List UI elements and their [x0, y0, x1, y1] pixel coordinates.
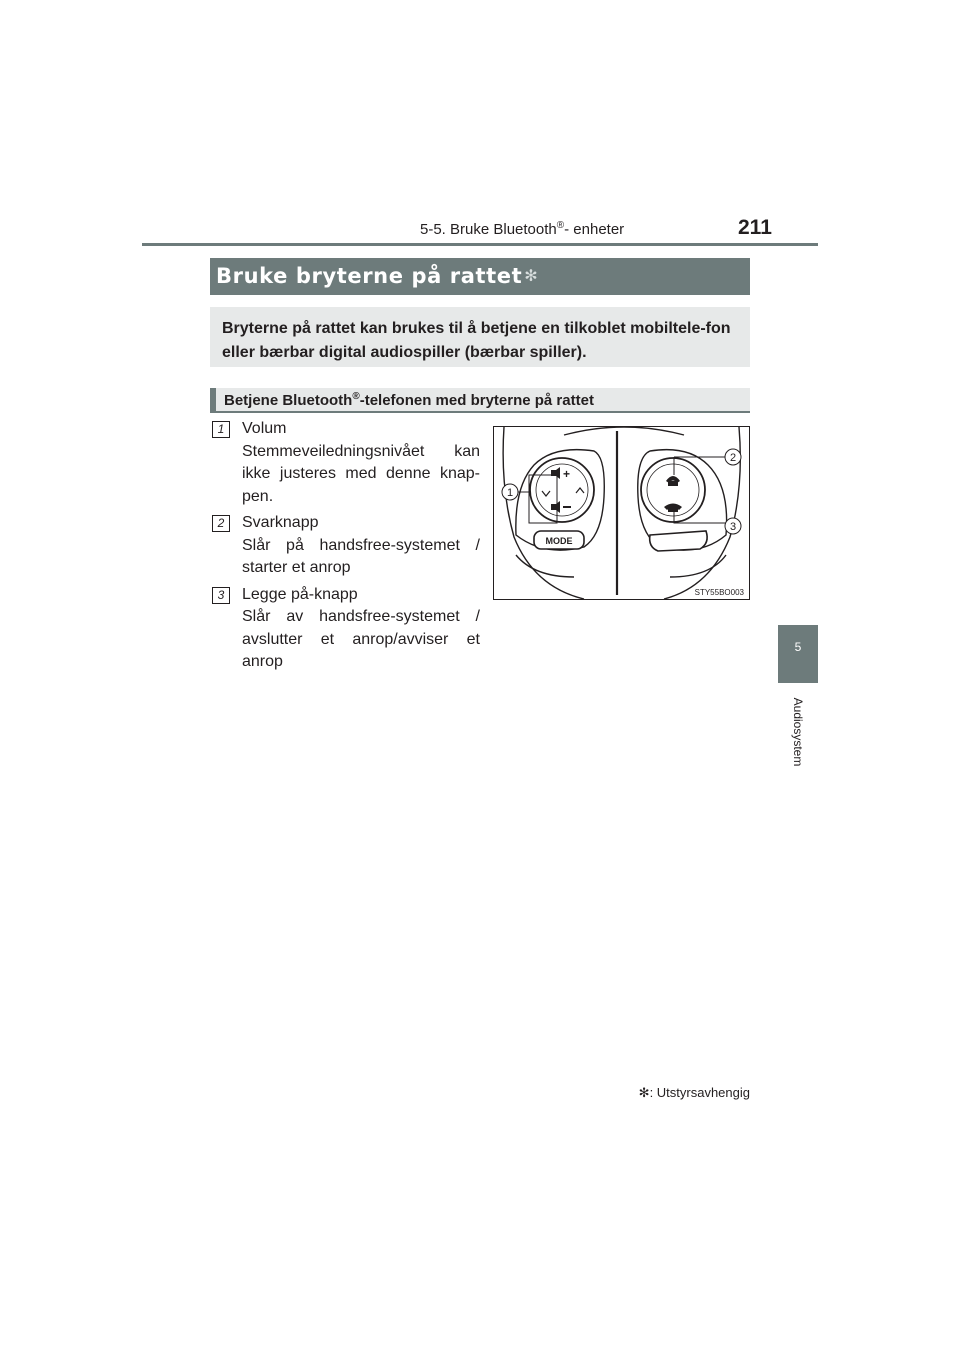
section-title: Bruke bryterne på rattet [216, 264, 523, 288]
list-item [210, 418, 480, 508]
item-title: Legge på-knapp [242, 585, 358, 603]
chapter-label: Audiosystem [791, 697, 805, 767]
item-number: 1 [212, 421, 230, 438]
list-item [210, 512, 480, 580]
item-title: Volum [242, 420, 287, 437]
steering-wheel-drawing [494, 427, 749, 599]
item-description: Slår på handsfree-systemet / starter et anrop [242, 536, 480, 576]
item-description: Stemmeveiledningsnivået kan ikke justeres med denne knap-pen. [242, 442, 480, 505]
header-section-prefix: 5-5. Bruke Bluetooth [420, 221, 557, 238]
svg-text:+: + [563, 467, 571, 481]
star-icon: ✻ [524, 266, 539, 285]
callout-1-label: 1 [506, 487, 514, 499]
star-icon: ✻ [638, 1085, 650, 1100]
registered-mark: ® [556, 220, 565, 231]
item-number: 2 [212, 515, 230, 532]
left-switch-outer [530, 458, 594, 522]
callout-2-label: 2 [729, 452, 737, 464]
mode-button-label: MODE [545, 536, 573, 546]
footnote-text: : Utstyrsavhengig [649, 1085, 750, 1100]
subsection-title-bar [210, 388, 750, 413]
section-title-bar [210, 258, 750, 295]
header-section-suffix: - enheter [564, 221, 625, 238]
page-number: 211 [738, 216, 772, 239]
list-item [210, 584, 480, 674]
figure-code: STY55BO003 [694, 588, 744, 597]
right-switch-outer [641, 458, 705, 522]
hub-top [564, 427, 684, 435]
callout-3-label: 3 [729, 521, 737, 533]
chapter-tab[interactable]: 5 [778, 625, 818, 683]
header-rule [142, 243, 818, 246]
item-title: Svarknapp [242, 514, 319, 531]
item-description: Slår av handsfree-systemet / avslutter et anrop/avviser et anrop [242, 608, 480, 670]
hub-bottom-right [670, 555, 726, 577]
footnote [610, 1085, 750, 1101]
lower-right-button [650, 531, 707, 551]
subsection-title-prefix: Betjene Bluetooth [224, 392, 353, 409]
steering-switch-illustration [493, 426, 750, 600]
subsection-title-suffix: -telefonen med bryterne på rattet [359, 392, 594, 409]
item-number: 3 [212, 587, 230, 604]
item-list [210, 418, 480, 678]
intro-box: Bryterne på rattet kan brukes til å betjene en tilkoblet mobiltele-fon eller bærbar digital audiospiller (bærbar spiller). [210, 307, 750, 367]
running-header [420, 220, 624, 238]
registered-mark: ® [352, 391, 360, 402]
